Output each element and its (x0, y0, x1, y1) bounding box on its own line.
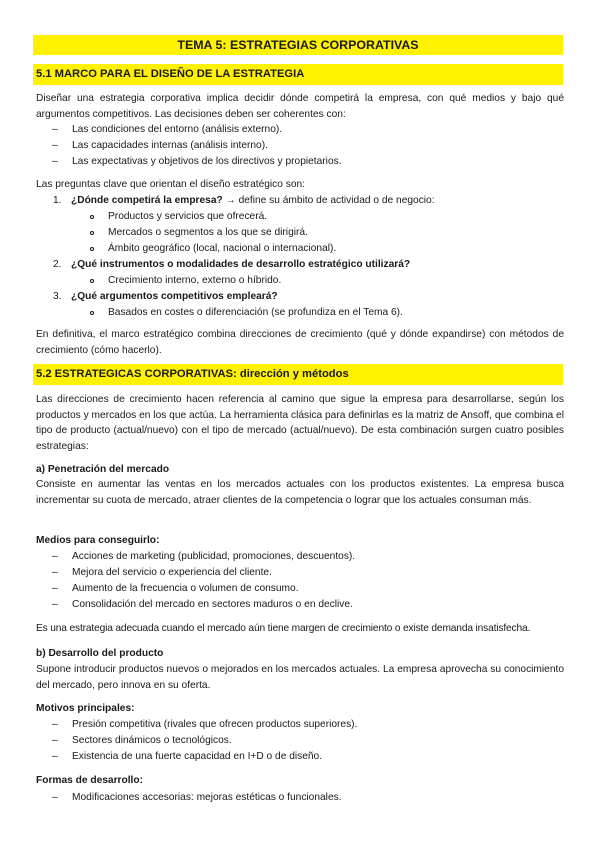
section-5-1-conclusion: En definitiva, el marco estratégico combina direcciones de crecimiento (qué y dónde expandirse) con métodos de crecimiento (cómo hacerlo). (36, 329, 564, 356)
questions-intro: Las preguntas clave que orientan el diseño estratégico son: (36, 179, 306, 190)
desarrollo-description: Supone introducir productos nuevos o mejorados en los mercados actuales. La empresa aprovecha su conocimiento del mercado, pero innova en su oferta. (36, 664, 564, 691)
circle-bullet-icon (90, 231, 94, 235)
section-5-1-intro: Diseñar una estrategia corporativa implica decidir dónde competirá la empresa, con qué medios y bajo qué argumentos competitivos. Las decisiones deben ser coherentes con: (36, 93, 564, 120)
medios-heading: Medios para conseguirlo: (36, 535, 160, 546)
dash-bullet-icon: – (52, 583, 58, 594)
section-heading-5-1: 5.1 MARCO PARA EL DISEÑO DE LA ESTRATEGIA (33, 64, 563, 85)
dash-bullet-icon: – (52, 567, 58, 578)
dash-bullet-icon: – (52, 751, 58, 762)
dash-bullet-icon: – (52, 124, 58, 135)
dash-bullet-icon: – (52, 156, 58, 167)
formas-heading: Formas de desarrollo: (36, 775, 143, 786)
dash-bullet-icon: – (52, 140, 58, 151)
penetracion-note: Es una estrategia adecuada cuando el mercado aún tiene margen de crecimiento o existe demanda insatisfecha. (36, 623, 531, 634)
circle-bullet-icon (90, 247, 94, 251)
subheading-desarrollo-producto: b) Desarrollo del producto (36, 648, 164, 659)
circle-bullet-icon (90, 311, 94, 315)
document-page: TEMA 5: ESTRATEGIAS CORPORATIVAS 5.1 MARCO PARA EL DISEÑO DE LA ESTRATEGIA Diseñar una estrategia corporativa implica decidir dónde competirá la empresa, con qué medios y bajo qué argumentos competitivos. Las decisiones deben ser coherentes con: – Las condiciones del entorno (análisis externo). – Las capacidades internas (análisis interno). – Las expectativas y objetivos de los directivos y propietarios. Las preguntas clave que orientan el diseño estratégico son: 1. ¿Dónde competirá la empresa? → define su ámbito de actividad o de negocio: Productos y servicios que ofrecerá. Mercados o segmentos a los que se dirigirá. Ámbito geográfico (local, nacional o internacional). 2. ¿Qué instrumentos o modalidades de desarrollo estratégico utilizará? Crecimiento interno, externo o híbrido. 3. ¿Qué argumentos competitivos empleará? Basados en costes o diferenciación (se profundiza en el Tema 6). En definitiva, el marco estratégico combina direcciones de crecimiento (qué y dónde expandirse) con métodos de crecimiento (cómo hacerlo). 5.2 ESTRATEGICAS CORPORATIVAS: dirección y métodos Las direcciones de crecimiento hacen referencia al camino que sigue la empresa para desarrollarse, según los productos y mercados en los que actúa. La herramienta clásica para definirlas es la matriz de Ansoff, que combina el tipo de producto (actual/nuevo) con el tipo de mercado (actual/nuevo). De esta combinación surgen cuatro posibles estrategias: a) Penetración del mercado Consiste en aumentar las ventas en los mercados actuales con los productos existentes. La empresa busca incrementar su cuota de mercado, atraer clientes de la competencia o lograr que los actuales consuman más. Medios para conseguirlo: – Acciones de marketing (publicidad, promociones, descuentos). – Mejora del servicio o experiencia del cliente. – Aumento de la frecuencia o volumen de consumo. – Consolidación del mercado en sectores maduros o en declive. Es una estrategia adecuada cuando el mercado aún tiene margen de crecimiento o existe demanda insatisfecha. b) Desarrollo del producto Supone introducir productos nuevos o mejorados en los mercados actuales. La empresa aprovecha su conocimiento del mercado, pero innova en su oferta. Motivos principales: – Presión competitiva (rivales que ofrecen productos superiores). – Sectores dinámicos o tecnológicos. – Existencia de una fuerte capacidad en I+D o de diseño. Formas de desarrollo: – Modificaciones accesorias: mejoras estéticas o funcionales. (0, 0, 600, 848)
dash-bullet-icon: – (52, 792, 58, 803)
circle-bullet-icon (90, 279, 94, 283)
dash-bullet-icon: – (52, 719, 58, 730)
penetracion-description: Consiste en aumentar las ventas en los mercados actuales con los productos existentes. La empresa busca incrementar su cuota de mercado, atraer clientes de la competencia o lograr que los actuales consuman más. (36, 479, 564, 506)
dash-bullet-icon: – (52, 551, 58, 562)
motivos-heading: Motivos principales: (36, 703, 135, 714)
dash-bullet-icon: – (52, 735, 58, 746)
document-title: TEMA 5: ESTRATEGIAS CORPORATIVAS (33, 35, 563, 55)
subheading-penetracion: a) Penetración del mercado (36, 464, 170, 475)
circle-bullet-icon (90, 215, 94, 219)
dash-bullet-icon: – (52, 599, 58, 610)
section-5-2-intro: Las direcciones de crecimiento hacen referencia al camino que sigue la empresa para desarrollarse, según los productos y mercados en los que actúa. La herramienta clásica para definirlas es la matriz de Ansoff, que combina el tipo de producto (actual/nuevo) con el tipo de mercado (actual/nuevo). De esta combinación surgen cuatro posibles estrategias: (36, 394, 564, 452)
section-heading-5-2: 5.2 ESTRATEGICAS CORPORATIVAS: dirección y métodos (33, 364, 563, 385)
